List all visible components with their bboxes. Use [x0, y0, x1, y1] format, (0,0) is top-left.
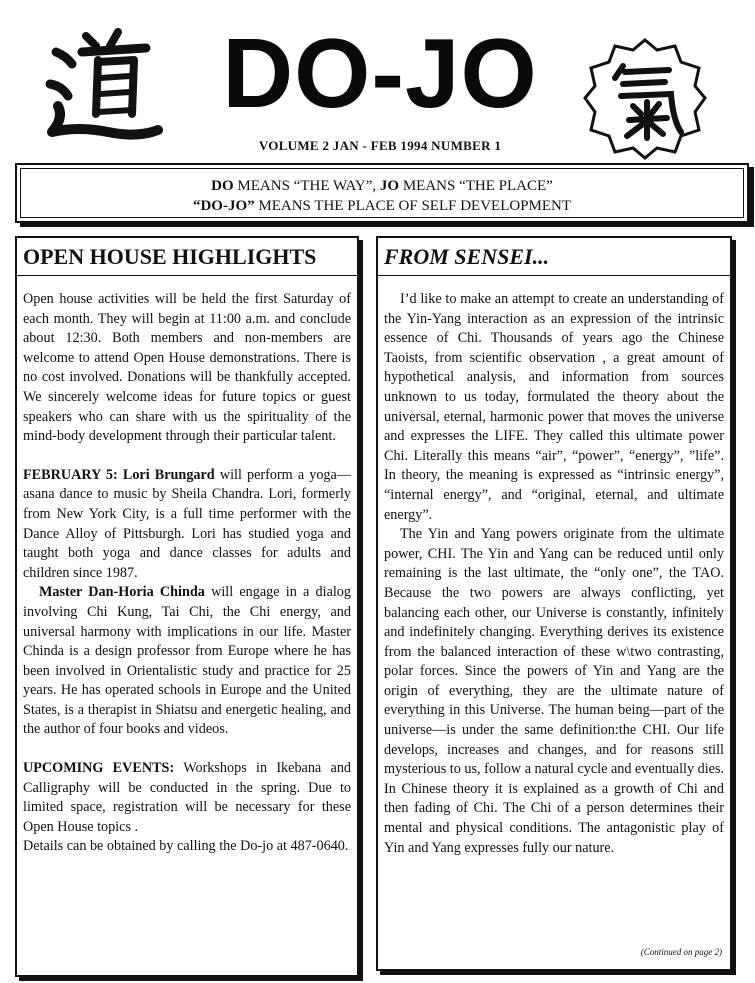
dao-calligraphy-icon — [38, 22, 163, 147]
issue-info: VOLUME 2 JAN - FEB 1994 NUMBER 1 — [258, 138, 502, 153]
upcoming-events — [23, 759, 351, 837]
contact-details: Details can be obtained by calling the Do-jo at 487-0640. — [23, 838, 349, 855]
continued-note: (Continued on page 2) — [640, 947, 722, 957]
motto-text — [20, 168, 744, 218]
sensei-paragraph-2: The Yin and Yang powers originate from the ultimate power, CHI. The Yin and Yang can be reduced until only remaining is the last ultimate, the “only one”, the TAO. Because the two powers are always conflicting, yet balancing each other, our Universe is constantly, infinitely and indefinitely changing. Everything derives its existence from the balanced interaction of these w\two contrasting, polar forces. Since the powers of Yin and Yang are the origin of everything, they are the ultimate nature of everything in this Universe. The human being—part of the universe—is under the same definition:the CHI. Our life develops, increases and changes, and for reasons still mysterious to us, follow a natural cycle and eventually dies. In Chinese theory it is explained as a growth of Chi and then fading of Chi. The Chi of a person determines their mental and physical conditions. The antagonistic play of Yin and Yang expresses fully our nature. — [384, 526, 725, 856]
heading-divider — [17, 275, 357, 276]
february-description: will perform a yoga—asana dance to music by Sheila Chandra. Lori, formerly from New York City, is a full time performer with the Dance Alloy of Pittsburgh. Lori has studied yoga and taught both yoga and dance classes for adults and children since 1987. — [23, 466, 352, 581]
motto-jo: JO — [379, 178, 400, 194]
motto-dojo: “DO-JO” — [192, 198, 255, 214]
open-house-intro: Open house activities will be held the first Saturday of each month. They will begin at 11:00 a.m. and conclude about 12:30. Both members and non-members are welcome to attend Open House demonstrations. There is no cost involved. Donations will be thankfully accepted. We sincerely welcome ideas for future topics or guest speakers who can share with us the spirituality of the mind-body development through their particular talent. — [23, 291, 351, 445]
open-house-heading: OPEN HOUSE HIGHLIGHTS — [23, 244, 317, 269]
motto-dojo-meaning: MEANS THE PLACE OF SELF DEVELOPMENT — [254, 198, 572, 214]
performer-name: Lori Brungard — [122, 466, 215, 483]
from-sensei-heading: FROM SENSEI... — [384, 244, 550, 269]
sensei-paragraph-1: I’d like to make an attempt to create an understanding of the Yin-Yang interaction as an expression of the intrinsic essence of Chi. Thousands of years ago the Chinese Taoists, from scientific observation , a great amount of hypothetical analysis, and information from sources unknown to us today, formulated the theory about the universal, eternal, harmonic power that moves the universe and expresses the LIFE. They called this ultimate power Chi. Literally this means “air”, “power”, “energy”, ”life”. In theory, the meaning is expressed as “intrinsic energy”, “internal energy”, and “original, eternal, and ultimate energy”. — [384, 291, 724, 523]
february-event — [23, 466, 351, 584]
open-house-body — [23, 290, 351, 857]
motto-box — [15, 163, 749, 223]
upcoming-description: Workshops in Ikebana and Calligraphy will be conducted in the spring. Due to limited space, registration will be necessary for these Open House topics . — [23, 760, 352, 835]
from-sensei-column — [376, 236, 732, 971]
motto-line-2 — [21, 196, 743, 216]
upcoming-label: UPCOMING EVENTS: — [23, 760, 175, 777]
heading-divider — [378, 275, 730, 276]
master-name: Master Dan-Horia Chinda — [39, 584, 205, 601]
sensei-body — [384, 290, 724, 858]
motto-line-1 — [21, 176, 743, 196]
newsletter-title: DO-JO — [222, 18, 538, 128]
qi-seal-icon — [583, 36, 708, 161]
master-chinda-paragraph — [23, 583, 351, 740]
motto-jo-meaning: MEANS “THE PLACE” — [399, 178, 553, 194]
masthead — [0, 0, 755, 170]
master-description: will engage in a dialog involving Chi Kung, Tai Chi, the Chi energy, and universal harmony with implications in our life. Master Chinda is a design professor from Europe where he has been involved in Orientalistic study and practice for 25 years. He has operated schools in Europe and the United States, is a therapist in Shiatsu and energetic healing, and the author of four books and videos. — [23, 584, 351, 738]
motto-do: DO — [211, 178, 234, 194]
motto-do-meaning: MEANS “THE WAY”, — [233, 178, 380, 194]
february-label: FEBRUARY 5: — [23, 466, 118, 483]
open-house-column — [15, 236, 359, 977]
